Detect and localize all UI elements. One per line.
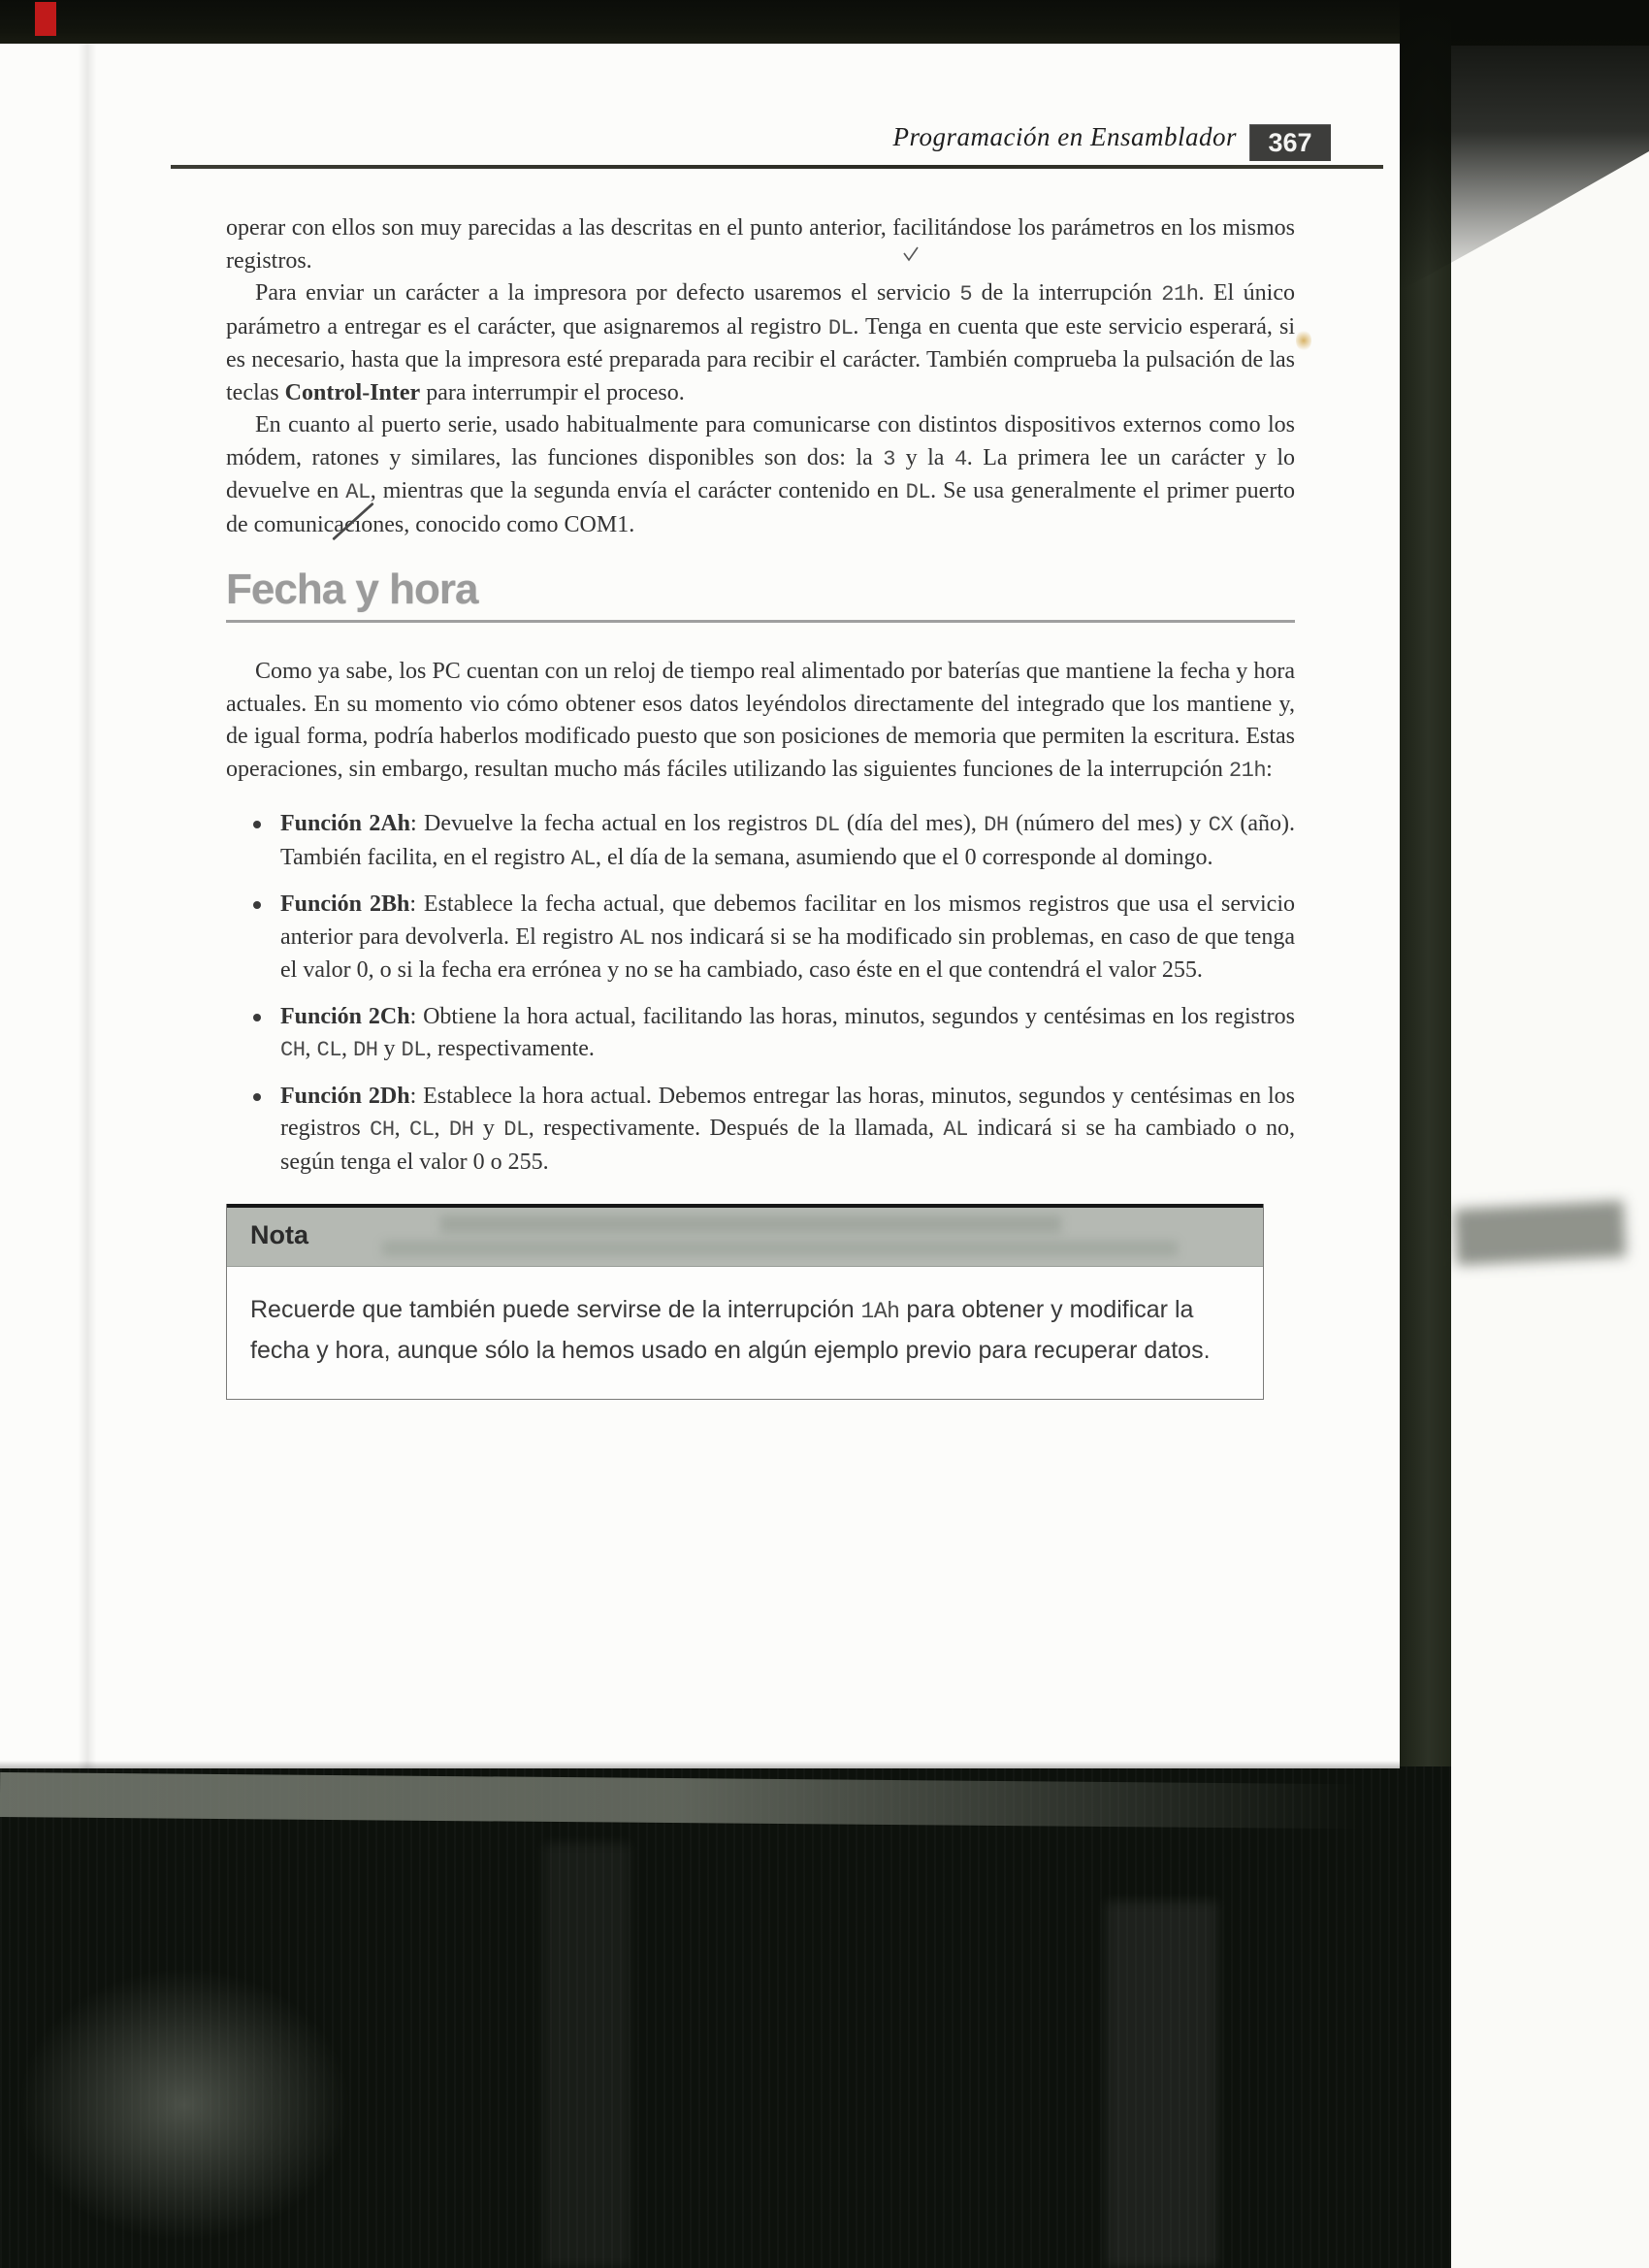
section-heading: Fecha y hora — [226, 566, 478, 613]
page-bottom-edge — [0, 1761, 1400, 1768]
paragraph: Para enviar un carácter a la impresora por defecto usaremos el servicio 5 de la interrupción 21h. El único parámetro a entregar es el carácter, que asignaremos al registro DL. Tenga en cuenta que este servicio esperará, si es necesario, hasta que la impresora esté preparada para recibir el carácter. También comprueba la pulsación de las teclas Control-Inter para interrumpir el proceso. — [226, 280, 1296, 405]
bullet-list — [226, 808, 1295, 1179]
bleedthrough-artifact — [440, 1215, 1061, 1233]
header-rule — [171, 165, 1383, 169]
paragraph: operar con ellos son muy parecidas a las descritas en el punto anterior, facilitándose los parámetros en los mismos registros. — [226, 215, 1295, 274]
right-margin-smudge — [1454, 1200, 1627, 1265]
bottom-light-column — [543, 1843, 630, 2268]
top-right-shadow — [1400, 0, 1649, 291]
bullet-item: Función 2Ch: Obtiene la hora actual, facilitando las horas, minutos, segundos y centésimas en los registros CH, CL, DH y DL, respectivamente. — [226, 1001, 1295, 1067]
bullet-dot — [253, 821, 261, 828]
bullet-lead: Función 2Bh — [280, 891, 410, 917]
bullet-dot — [253, 1014, 261, 1021]
note-paragraph: Recuerde que también puede servirse de la interrupción 1Ah para obtener y modificar la fecha y hora, aunque sólo la hemos usado en algún ejemplo previo para recuperar datos. — [250, 1296, 1211, 1364]
section-heading-rule — [226, 620, 1295, 623]
paragraph: En cuanto al puerto serie, usado habitualmente para comunicarse con distintos dispositivos externos como los módem, ratones y similares, las funciones disponibles son dos: la 3 y la 4. La primera lee un carácter y lo devuelve en AL, mientras que la segunda envía el carácter contenido en DL. Se usa generalmente el primer puerto de comunicaciones, conocido como COM1. — [226, 412, 1295, 537]
bullet-item: Función 2Ah: Devuelve la fecha actual en los registros DL (día del mes), DH (número del mes) y CX (año). También facilita, en el registro AL, el día de la semana, asumiendo que el 0 corresponde al domingo. — [226, 808, 1295, 875]
bullet-item: Función 2Dh: Establece la hora actual. Debemos entregar las horas, minutos, segundos y centésimas en los registros CH, CL, DH y DL, respectivamente. Después de la llamada, AL indicará si se ha cambiado o no, según tenga el valor 0 o 255. — [226, 1081, 1295, 1180]
nota-box — [226, 1204, 1264, 1400]
intro-paragraph — [226, 656, 1295, 787]
bullet-dot — [253, 1093, 261, 1101]
gutter-shadow — [78, 44, 97, 1768]
bottom-light-column — [1106, 1901, 1217, 2268]
bullet-lead: Función 2Ah — [280, 811, 411, 836]
paragraph: Como ya sabe, los PC cuentan con un reloj de tiempo real alimentado por baterías que mantiene la fecha y hora actuales. En su momento vio cómo obtener esos datos leyéndolos directamente del integrado que los mantiene y, de igual forma, podría haberlos modificado puesto que son posiciones de memoria que permiten la escritura. Estas operaciones, sin embargo, resultan mucho más fáciles utilizando las siguientes funciones de la interrupción 21h: — [226, 659, 1295, 783]
bullet-lead: Función 2Ch — [280, 1003, 410, 1029]
paragraphs-top — [226, 212, 1295, 541]
bleedthrough-artifact — [382, 1241, 1178, 1256]
nota-label: Nota — [250, 1220, 308, 1249]
bottom-left-smudge — [19, 1969, 349, 2241]
nota-body — [227, 1267, 1263, 1399]
bullet-lead: Función 2Dh — [280, 1083, 410, 1109]
nota-header — [227, 1204, 1263, 1267]
bullet-item: Función 2Bh: Establece la fecha actual, que debemos facilitar en los mismos registros que usa el servicio anterior para devolverla. El registro AL nos indicará si se ha modificado sin problemas, en caso de que tenga el valor 0, o si la fecha era errónea y no se ha cambiado, caso éste en el que contendrá el valor 255. — [226, 889, 1295, 988]
red-corner-mark — [35, 2, 56, 36]
page-number-badge: 367 — [1249, 124, 1331, 161]
bullet-dot — [253, 901, 261, 909]
text-column — [226, 212, 1295, 1400]
ink-smudge — [1296, 330, 1311, 351]
pen-check-mark — [902, 245, 922, 265]
running-head-title: Programación en Ensamblador — [892, 122, 1237, 151]
